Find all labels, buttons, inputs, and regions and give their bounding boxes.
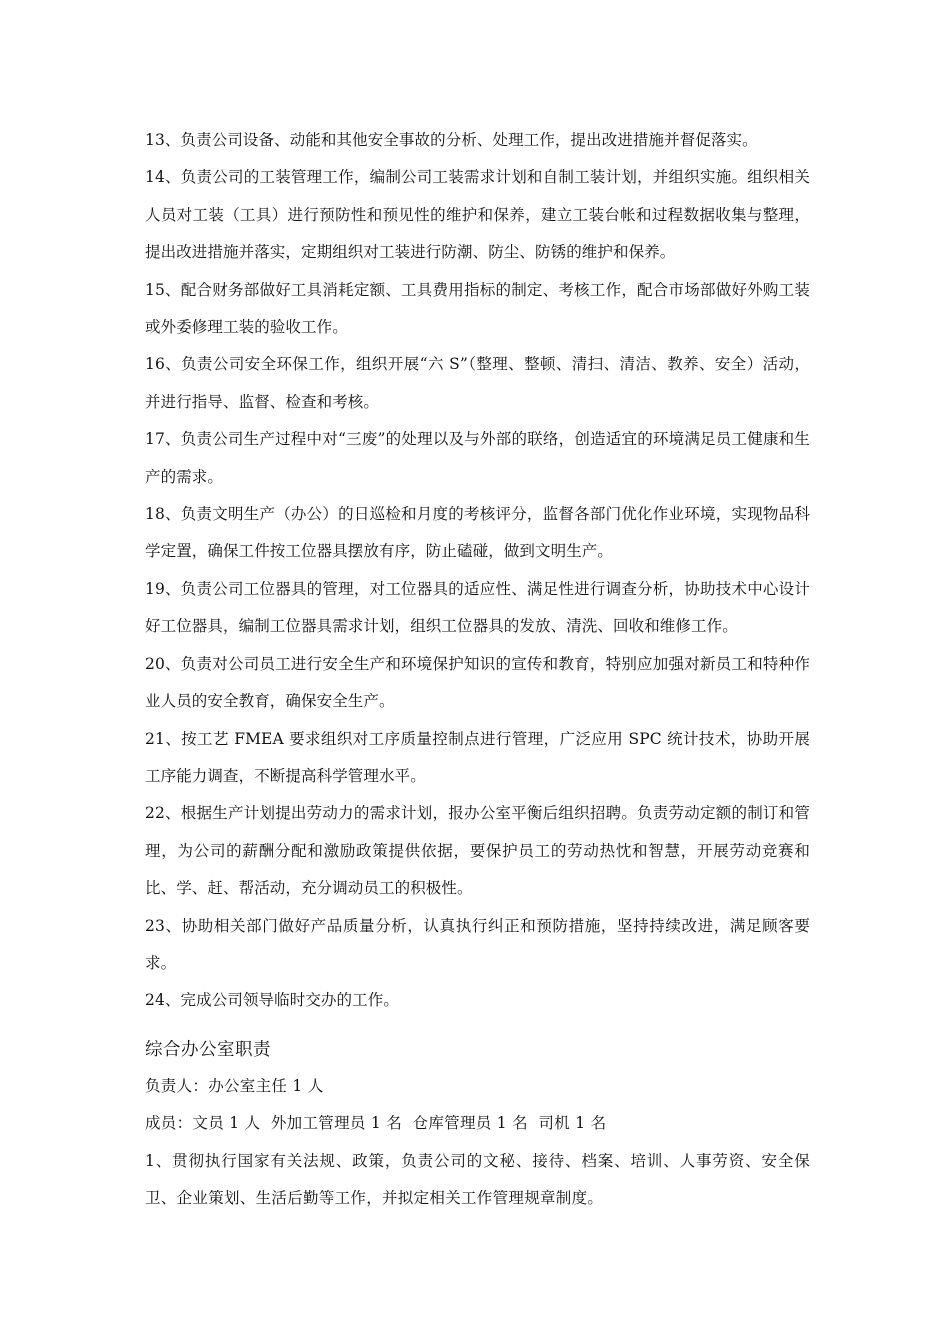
duty-item-13: 13、负责公司设备、动能和其他安全事故的分析、处理工作，提出改进措施并督促落实。	[145, 131, 758, 149]
duty-item-20: 20、负责对公司员工进行安全生产和环境保护知识的宣传和教育，特别应加强对新员工和特种作业人员的安全教育，确保安全生产。	[145, 654, 810, 711]
duty-item-14: 14、负责公司的工装管理工作，编制公司工装需求计划和自制工装计划，并组织实施。组织相关人员对工装（工具）进行预防性和预见性的维护和保养，建立工装台帐和过程数据收集与整理，提出改进措施并落实，定期组织对工装进行防潮、防尘、防锈的维护和保养。	[145, 168, 810, 262]
members-line: 成员：文员 1 人 外加工管理员 1 名 仓库管理员 1 名 司机 1 名	[145, 1114, 607, 1133]
duty-item-19: 19、负责公司工位器具的管理，对工位器具的适应性、满足性进行调查分析，协助技术中心设计好工位器具，编制工位器具需求计划，组织工位器具的发放、清洗、回收和维修工作。	[145, 579, 810, 636]
responsible-person: 负责人：办公室主任 1 人	[145, 1077, 324, 1095]
office-duty-item-1: 1、贯彻执行国家有关法规、政策，负责公司的文秘、接待、档案、培训、人事劳资、安全保卫、企业策划、生活后勤等工作，并拟定相关工作管理规章制度。	[145, 1151, 810, 1208]
duty-item-16: 16、负责公司安全环保工作，组织开展“六 S”（整理、整顿、清扫、清洁、教养、安全）活动，并进行指导、监督、检查和考核。	[145, 355, 810, 411]
office-duties-section	[145, 1034, 810, 1218]
duty-item-21: 21、按工艺 FMEA 要求组织对工序质量控制点进行管理，广泛应用 SPC 统计技术，协助开展工序能力调查，不断提高科学管理水平。	[145, 729, 810, 785]
section-heading: 综合办公室职责	[145, 1040, 271, 1060]
duty-list	[145, 122, 810, 1020]
duty-item-22: 22、根据生产计划提出劳动力的需求计划，报办公室平衡后组织招聘。负责劳动定额的制订和管理，为公司的薪酬分配和激励政策提供依据，要保护员工的劳动热忱和智慧，开展劳动竞赛和比、学、赶、帮活动，充分调动员工的积极性。	[145, 804, 810, 898]
duty-item-17: 17、负责公司生产过程中对“三废”的处理以及与外部的联络，创造适宜的环境满足员工健康和生产的需求。	[145, 430, 810, 486]
duty-item-15: 15、配合财务部做好工具消耗定额、工具费用指标的制定、考核工作，配合市场部做好外购工装或外委修理工装的验收工作。	[145, 280, 810, 337]
duty-item-23: 23、协助相关部门做好产品质量分析，认真执行纠正和预防措施，坚持持续改进，满足顾客要求。	[145, 916, 810, 972]
duty-item-24: 24、完成公司领导临时交办的工作。	[145, 991, 399, 1010]
duty-item-18: 18、负责文明生产（办公）的日巡检和月度的考核评分，监督各部门优化作业环境，实现物品科学定置，确保工件按工位器具摆放有序，防止磕碰，做到文明生产。	[145, 505, 810, 561]
